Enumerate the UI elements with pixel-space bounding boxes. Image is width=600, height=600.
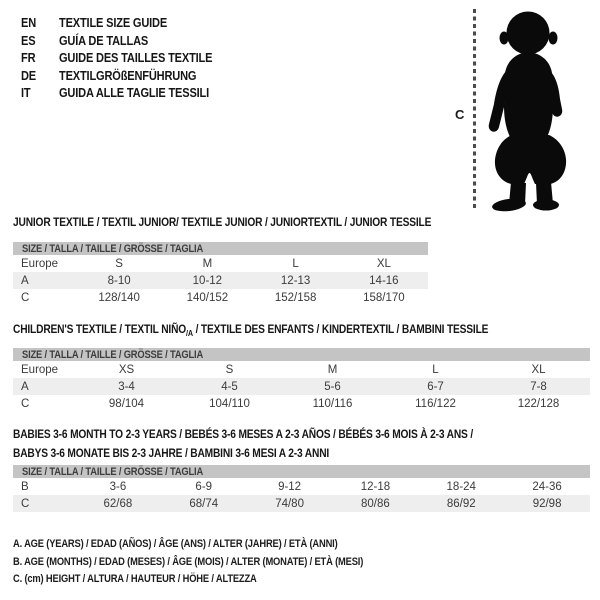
- size-cell: 5-6: [324, 380, 341, 393]
- language-row-de: [21, 67, 239, 85]
- size-cell: XS: [118, 363, 135, 376]
- footnote-age-months: B. AGE (MONTHS) / EDAD (MESES) / ÂGE (MOIS) / ALTER (MONATE) / ETÀ (MESI): [13, 555, 364, 568]
- language-label: TEXTILGRÖßENFÜHRUNG: [59, 67, 197, 83]
- size-cell: 6-9: [195, 480, 213, 493]
- size-cell: M: [327, 363, 338, 376]
- language-label: TEXTILE SIZE GUIDE: [59, 15, 168, 31]
- size-cell: 3-6: [109, 480, 127, 493]
- size-cell: 68/74: [189, 497, 219, 510]
- size-cell: 92/98: [532, 497, 562, 510]
- size-cell: 74/80: [275, 497, 304, 510]
- language-code: DE: [21, 67, 37, 83]
- size-cell: 18-24: [446, 480, 476, 493]
- size-cell: 14-16: [369, 274, 399, 287]
- children-size-table: [13, 348, 590, 412]
- junior-table-title: JUNIOR TEXTILE / TEXTIL JUNIOR/ TEXTILE JUNIOR / JUNIORTEXTIL / JUNIOR TESSILE: [13, 215, 432, 229]
- size-cell: XL: [531, 363, 546, 376]
- size-cell: 9-12: [278, 480, 302, 493]
- row-label: A: [21, 274, 29, 287]
- language-label: GUIDE DES TAILLES TEXTILE: [59, 50, 213, 66]
- size-cell: 152/158: [274, 291, 317, 304]
- size-cell: XL: [376, 257, 391, 270]
- language-label: GUIDA ALLE TAGLIE TESSILI: [59, 85, 210, 101]
- row-label: C: [21, 397, 30, 410]
- size-cell: 24-36: [532, 480, 562, 493]
- size-cell: 104/110: [209, 397, 250, 410]
- footnote-age-years: A. AGE (YEARS) / EDAD (AÑOS) / ÂGE (ANS) / ALTER (JAHRE) / ETÀ (ANNI): [13, 538, 338, 550]
- table-row-age: [13, 378, 590, 395]
- row-label: Europe: [21, 257, 59, 270]
- language-title-block: [21, 14, 239, 102]
- table-row-height: [13, 395, 590, 412]
- language-row-fr: [21, 49, 239, 67]
- footnote-height: C. (cm) HEIGHT / ALTURA / HAUTEUR / HÖHE / ALTEZZA: [13, 573, 257, 585]
- size-header-band: SIZE / TALLA / TAILLE / GRÖSSE / TAGLIA: [13, 242, 428, 255]
- size-cell: 12-13: [280, 274, 311, 287]
- row-label: C: [21, 291, 30, 304]
- size-cell: 110/116: [312, 397, 353, 410]
- row-label: C: [21, 497, 30, 510]
- size-cell: 140/152: [186, 291, 229, 304]
- size-cell: S: [115, 257, 123, 270]
- size-cell: 86/92: [446, 497, 476, 510]
- table-row-height: [13, 495, 590, 512]
- size-cell: S: [225, 363, 234, 376]
- size-cell: 6-7: [427, 380, 444, 393]
- language-row-es: [21, 32, 239, 50]
- children-table-title: CHILDREN'S TEXTILE / TEXTIL $NIÑO_{/A}$ / TEXTILE DES ENFANTS / KINDERTEXTIL / BAMBINI TESSILE: [13, 322, 489, 338]
- size-cell: M: [202, 257, 213, 270]
- language-row-it: [21, 84, 239, 102]
- size-cell: 12-18: [360, 480, 391, 493]
- language-code: ES: [21, 32, 36, 48]
- title-subscript: /A: [186, 328, 193, 338]
- baby-silhouette-icon: [483, 10, 575, 214]
- size-cell: 116/122: [415, 397, 456, 410]
- table-row-age: [13, 478, 590, 495]
- size-cell: 4-5: [221, 380, 238, 393]
- size-cell: 128/140: [98, 291, 140, 304]
- height-measure-label: C: [455, 107, 465, 122]
- table-row-height: [13, 289, 428, 306]
- babies-size-table: [13, 465, 590, 512]
- size-cell: 10-12: [192, 274, 223, 287]
- size-header-band: SIZE / TALLA / TAILLE / GRÖSSE / TAGLIA: [13, 465, 590, 478]
- row-label: B: [21, 480, 29, 493]
- size-cell: 8-10: [107, 274, 131, 287]
- size-cell: L: [292, 257, 299, 270]
- size-header-band: SIZE / TALLA / TAILLE / GRÖSSE / TAGLIA: [13, 348, 590, 361]
- size-cell: 122/128: [517, 397, 560, 410]
- size-cell: L: [432, 363, 439, 376]
- size-cell: 80/86: [361, 497, 390, 510]
- junior-size-table: [13, 242, 428, 306]
- size-cell: 158/170: [363, 291, 405, 304]
- babies-table-title: BABIES 3-6 MONTH TO 2-3 YEARS / BEBÉS 3-6 MESES A 2-3 AÑOS / BÉBÉS 3-6 MOIS À 2-3 ANS / BABYS 3-6 MONATE BIS 2-3 JAHRE / BAMBINI 3-6 MESI A 2-3 ANNI: [13, 427, 474, 460]
- footnotes-block: [13, 538, 425, 591]
- language-code: FR: [21, 50, 36, 66]
- height-dashed-line: [473, 9, 476, 209]
- language-code: IT: [21, 85, 31, 101]
- row-label: A: [21, 380, 29, 393]
- size-cell: 98/104: [108, 397, 145, 410]
- language-code: EN: [21, 15, 37, 31]
- language-row-en: [21, 14, 239, 32]
- table-row-europe: [13, 361, 590, 378]
- language-label: GUÍA DE TALLAS: [59, 32, 149, 48]
- size-cell: 62/68: [103, 497, 133, 510]
- row-label: Europe: [21, 363, 59, 376]
- table-row-europe: [13, 255, 428, 272]
- size-cell: 3-4: [118, 380, 135, 393]
- table-row-age: [13, 272, 428, 289]
- size-cell: 7-8: [530, 380, 547, 393]
